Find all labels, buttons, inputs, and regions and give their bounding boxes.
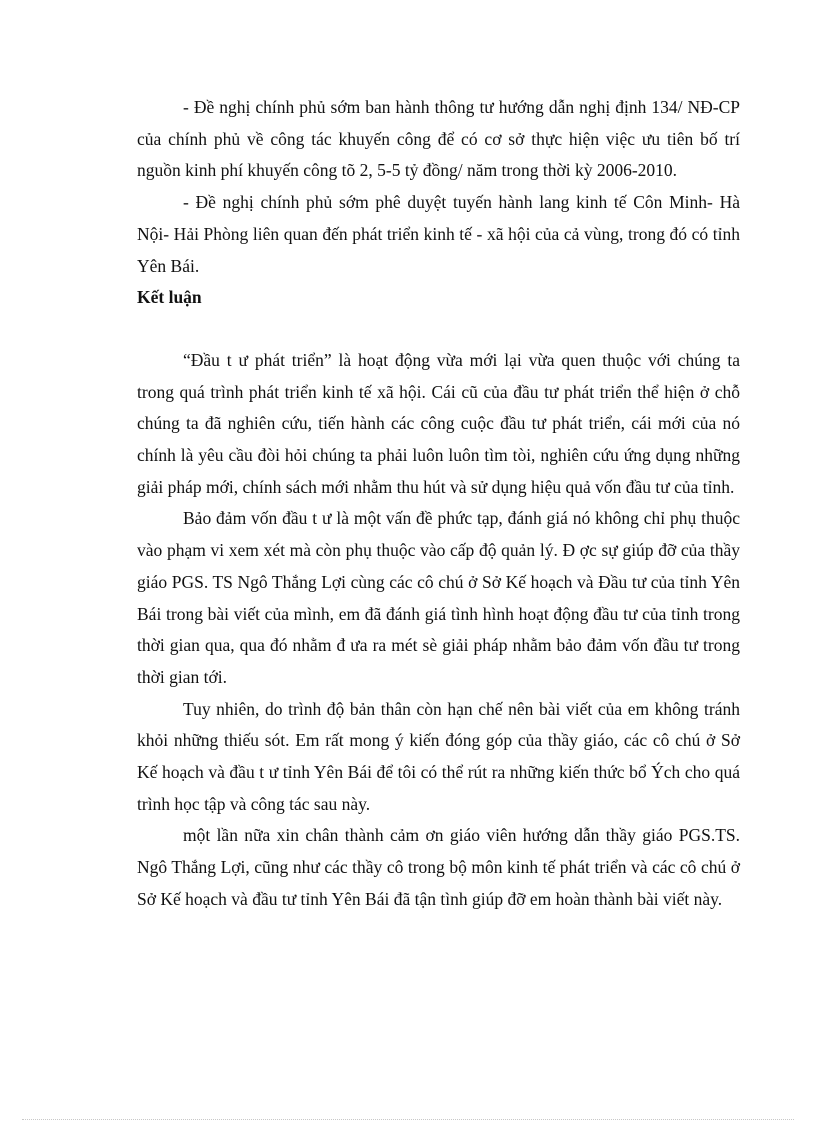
conclusion-heading: Kết luận (137, 287, 202, 308)
conclusion-paragraph-1: “Đầu t ư phát triển” là hoạt động vừa mới lại vừa quen thuộc với chúng ta trong quá trình phát triển kinh tế xã hội. Cái cũ của đầu tư phát triển thể hiện ở chỗ chúng ta đã nghiên cứu, tiến hành các công cuộc đầu tư phát triển, cái mới của nó chính là yêu cầu đòi hỏi chúng ta phải luôn luôn tìm tòi, nghiên cứu ứng dụng những giải pháp mới, chính sách mới nhằm thu hút và sử dụng hiệu quả vốn đầu tư của tỉnh. (137, 349, 740, 497)
recommendation-paragraph-1: - Đề nghị chính phủ sớm ban hành thông tư hướng dẫn nghị định 134/ NĐ-CP của chính phủ về công tác khuyến công để có cơ sở thực hiện việc ưu tiên bố trí nguồn kinh phí khuyến công tõ 2, 5-5 tỷ đồng/ năm trong thời kỳ 2006-2010. (137, 97, 740, 181)
conclusion-paragraph-2: Bảo đảm vốn đầu t ư là một vấn đề phức tạp, đánh giá nó không chỉ phụ thuộc vào phạm vi xem xét mà còn phụ thuộc vào cấp độ quản lý. Đ ợc sự giúp đỡ của thầy giáo PGS. TS Ngô Thắng Lợi cùng các cô chú ở Sở Kế hoạch và Đầu tư của tỉnh Yên Bái trong bài viết của mình, em đã đánh giá tình hình hoạt động đầu tư của tỉnh trong thời gian qua, qua đó nhằm đ ưa ra mét sè giải pháp nhằm bảo đảm vốn đầu tư trong thời gian tới. (137, 508, 740, 687)
document-body (137, 92, 740, 916)
page-bottom-divider (22, 1119, 794, 1120)
recommendation-paragraph-2: - Đề nghị chính phủ sớm phê duyệt tuyến hành lang kinh tế Côn Minh- Hà Nội- Hải Phòng liên quan đến phát triển kinh tế - xã hội của cả vùng, trong đó có tỉnh Yên Bái. (137, 192, 740, 276)
spacer (137, 314, 740, 345)
conclusion-paragraph-4: một lần nữa xin chân thành cảm ơn giáo viên hướng dẫn thầy giáo PGS.TS. Ngô Thắng Lợi, cũng như các thầy cô trong bộ môn kinh tế phát triển và các cô chú ở Sở Kế hoạch và đầu tư tỉnh Yên Bái đã tận tình giúp đỡ em hoàn thành bài viết này. (137, 825, 740, 909)
conclusion-paragraph-3: Tuy nhiên, do trình độ bản thân còn hạn chế nên bài viết của em không tránh khỏi những thiếu sót. Em rất mong ý kiến đóng góp của thầy giáo, các cô chú ở Sở Kế hoạch và đầu t ư tỉnh Yên Bái để tôi có thể rút ra những kiến thức bổ Ých cho quá trình học tập và công tác sau này. (137, 698, 740, 814)
